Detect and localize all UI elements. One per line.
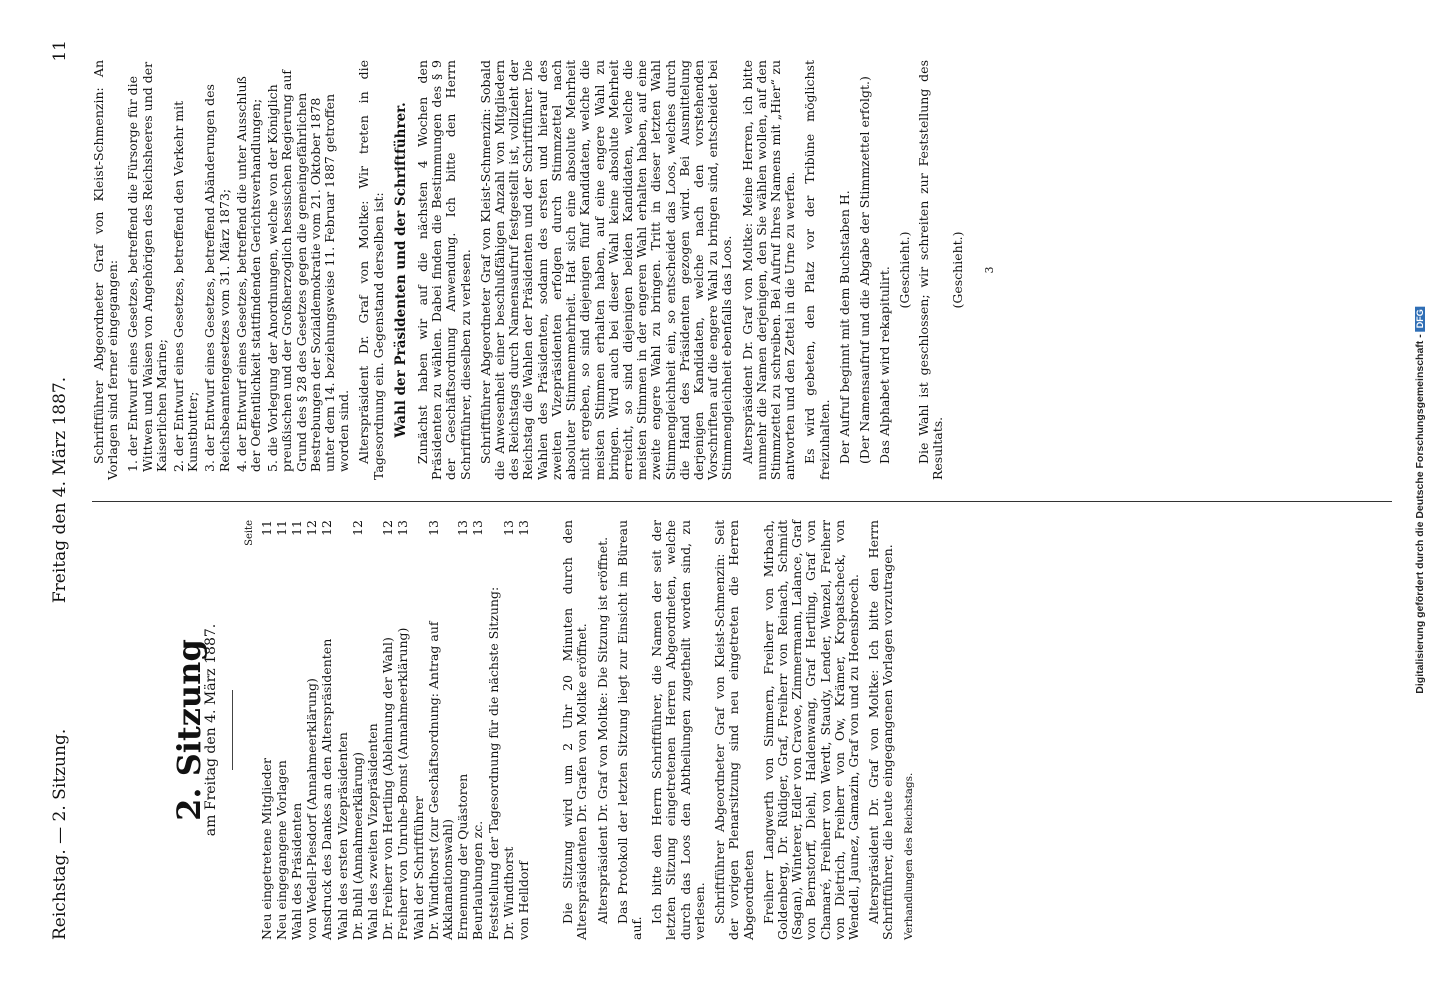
toc-entry — [456, 520, 470, 940]
page-number: 11 — [50, 40, 70, 62]
toc-entry-text: Wahl des zweiten Vizepräsidenten — [365, 723, 381, 940]
toc-entry-page: 12 — [319, 520, 335, 536]
note-done-1: (Geschieht.) — [897, 231, 913, 309]
right-column — [92, 60, 1001, 480]
running-header — [50, 40, 74, 940]
toc-entry-page: 13 — [516, 520, 532, 536]
note-done-2: (Geschieht.) — [949, 231, 965, 309]
toc-entry-text: Ernennung der Quästoren — [455, 773, 471, 940]
toc-entry — [366, 520, 380, 940]
toc-entry-page: 13 — [470, 520, 486, 536]
toc-entry-text: Freiherr von Unruhe-Bomst (Annahmeerklärung) — [395, 627, 411, 940]
left-paragraph: Alterspräsident Dr. Graf von Moltke: Die Sitzung ist eröffnet. — [594, 536, 610, 924]
left-paragraph: Die Sitzung wird um 2 Uhr 20 Minuten durch den Alterspräsidenten Dr. Grafen von Moltke eröffnet. — [560, 520, 590, 940]
toc-entry-text: Dr. Windthorst (zur Geschäftsordnung: Antrag auf Akklamationswahl) — [425, 621, 456, 940]
toc-entry — [305, 520, 319, 940]
left-paragraph: Freiherr Langwerth von Simmern, Freiherr von Mirbach, Goldenberg, Dr. Rüdiger, Graf, Freiherr von Reinach, Schmidt (Sagan), Winterer, Edler von Cravoe, Zimmermann, Lalance, Graf von Bernstorff, Diehl, Haldenwang, Graf Hertling, Graf von Chamaré, Freiherr von Werdt, Staudy, Lender, Wenzel, Freiherr von Dietrich, Freiherr von Ow, Krämer, Kropatscheck, von Wendell, Jaunez, Gamazin, Graf von und zu Hoensbroech. — [760, 520, 861, 940]
paragraph-recap: Das Alphabet wird rekapitulirt. — [877, 266, 893, 464]
left-paragraph: Ich bitte den Herrn Schriftführer, die Namen der seit der letzten Sitzung eingetretenen Herren Abgeordneten, welche durch das Loos den Abtheilungen zugetheilt worden sind, zu verlesen. — [649, 520, 707, 940]
dfg-notice — [1414, 306, 1426, 693]
dfg-sidebar — [1408, 0, 1432, 1000]
toc-entry-page — [366, 520, 380, 546]
left-column — [92, 520, 922, 940]
toc-entry-page: 12 — [380, 520, 396, 536]
toc-entry — [351, 520, 365, 940]
paragraph-roll-call: (Der Namensaufruf und die Abgabe der Stimmzettel erfolgt.) — [856, 76, 872, 464]
toc-entry — [487, 520, 501, 940]
left-paragraph: Alterspräsident Dr. Graf von Moltke: Ich bitte den Herrn Schriftführer, die heute eingegangenen Vorlagen vorzutragen. — [866, 520, 896, 940]
paragraph-tribune: Es wird gebeten, den Platz vor der Tribüne möglichst freizuhalten. — [802, 60, 832, 480]
toc-entry — [517, 520, 531, 940]
bill-item: 1. der Entwurf eines Gesetzes, betreffend die Fürsorge für die Wittwen und Waisen von Angehörigen des Reichsheeres und der Kaiserlichen Marine; — [125, 61, 169, 472]
toc-entry — [502, 520, 516, 940]
column-divider — [92, 501, 1392, 502]
toc-entry-text: Neu eingegangene Vorlagen — [273, 760, 289, 940]
paragraph-rules: Schriftführer Abgeordneter Graf von Kleist-Schmenzin: Sobald die Anwesenheit einer beschlußfähigen Anzahl von Mitgliedern des Reichstags durch Namensaufruf festgestellt ist, vollzieht der Reichstag die Wahlen der Präsidenten und der Schriftführer. Die Wahlen des Präsidenten, sodann des ersten und hierauf des zweiten Vizepräsidenten erfolgen durch Stimmzettel nach absoluter Stimmenmehrheit. Hat sich eine absolute Mehrheit nicht ergeben, so sind diejenigen fünf Kandidaten, welche die meisten Stimmen erhalten haben, auf eine engere Wahl zu bringen. Wird auch bei dieser Wahl keine absolute Mehrheit erreicht, so sind diejenigen beiden Kandidaten, welche die meisten Stimmen in der engeren Wahl erhalten haben, auf eine zweite engere Wahl zu bringen. Tritt in dieser letzten Wahl Stimmengleichheit ein, so entscheidet das Loos, welches durch die Hand des Präsidenten gezogen wird. Bei Ausmittelung derjenigen Kandidaten, welche nach den vorstehenden Vorschriften auf die engere Wahl zu bringen sind, entscheidet bei Stimmengleichheit ebenfalls das Loos. — [477, 60, 735, 480]
toc-entry-text: Dr. Windthorst — [500, 846, 516, 940]
toc-entry — [275, 520, 289, 940]
toc-entry-text: Dr. Freiherr von Hertling (Ablehnung der Wahl) — [380, 637, 396, 940]
bill-item: 4. der Entwurf eines Gesetzes, betreffend die unter Ausschluß der Oeffentlichkeit stattfindenden Gerichtsverhandlungen; — [233, 76, 264, 472]
toc-entry-page: 13 — [395, 520, 411, 536]
toc-entry-page: 11 — [289, 520, 305, 536]
paragraph-call-start: Der Aufruf beginnt mit dem Buchstaben H. — [836, 190, 852, 464]
intro-paragraph: Schriftführer Abgeordneter Graf von Kleist-Schmenzin: An Vorlagen sind ferner eingegangen: — [91, 60, 121, 480]
bill-list — [126, 60, 351, 480]
left-paragraph: Das Protokoll der letzten Sitzung liegt zur Einsicht im Büreau auf. — [614, 520, 645, 940]
toc-entry — [320, 520, 334, 940]
paragraph-instructions: Alterspräsident Dr. Graf von Moltke: Meine Herren, ich bitte nunmehr die Namen derjenigen, den Sie wählen wollen, auf den Stimmzettel zu schreiben. Bei Aufruf Ihres Namens mit „Hier“ zu antworten und den Zettel in die Urne zu werfen. — [739, 60, 798, 480]
toc-entry-text: Dr. Buhl (Annahmeerklärung) — [349, 752, 365, 940]
session-date: am Freitag den 4. März 1887. — [203, 623, 220, 837]
toc-entry-page — [487, 520, 501, 546]
left-paragraph: Schriftführer Abgeordneter Graf von Kleist-Schmenzin: Seit der vorigen Plenarsitzung sind neu eingetreten die Herren Abgeordneten — [712, 520, 756, 940]
toc-entry-text: von Helldorf — [516, 860, 532, 940]
bill-item: 5. die Vorlegung der Anordnungen, welche von der Königlich preußischen und der Großherzoglich hessischen Regierung auf Grund des § 28 des Gesetzes gegen die gemeingefährlichen Bestrebungen der Sozialdemokratie vom 21. Oktober 1878 unter dem 14. beziehungsweise 11. Februar 1887 getroffen worden sind. — [265, 69, 352, 472]
toc-entry-text: Wahl des ersten Vizepräsidenten — [334, 732, 350, 940]
toc-entry-text: Wahl der Schriftführer — [410, 796, 426, 940]
bill-item: 3. der Entwurf eines Gesetzes, betreffend Abänderungen des Reichsbeamtengesetzes vom 31. März 1873; — [202, 84, 232, 472]
paragraph-closed: Die Wahl ist geschlossen; wir schreiten zur Feststellung des Resultats. — [915, 60, 945, 480]
session-title: 2. Sitzung — [170, 639, 208, 821]
toc-entry-page: 11 — [273, 520, 289, 536]
dfg-notice-text: Digitalisierung gefördert durch die Deutsche Forschungsgemeinschaft - — [1414, 334, 1426, 694]
table-of-contents — [243, 520, 531, 940]
toc-entry-text: Feststellung der Tagesordnung für die nächste Sitzung: — [485, 586, 501, 940]
toc-entry-page: 13 — [500, 520, 516, 536]
toc-entry — [290, 520, 304, 940]
toc-header: Seite — [244, 520, 256, 546]
toc-entry-text: Beurlaubungen zc. — [470, 820, 486, 940]
toc-entry — [336, 520, 350, 940]
toc-entry-page — [336, 520, 350, 546]
toc-entry-page: 12 — [349, 520, 365, 536]
toc-entry-page: 11 — [258, 520, 274, 536]
toc-entry — [471, 520, 485, 940]
toc-entry-page — [412, 520, 426, 546]
header-center: Freitag den 4. März 1887. — [50, 376, 70, 604]
toc-entry — [381, 520, 395, 940]
toc-entry — [396, 520, 410, 940]
toc-entry-text: Ansdruck des Dankes an den Alterspräsidenten — [319, 638, 335, 940]
dfg-logo: DFG — [1415, 306, 1425, 331]
title-rule — [232, 690, 233, 770]
toc-entry — [412, 520, 426, 940]
left-paragraphs — [561, 520, 895, 940]
toc-entry — [260, 520, 274, 940]
section-heading: Wahl der Präsidenten und der Schriftführer. — [392, 102, 409, 438]
toc-entry-text: von Wedell-Piesdorf (Annahmeerklärung) — [304, 678, 320, 940]
toc-entry-page: 13 — [455, 520, 471, 536]
toc-entry-text: Wahl des Präsidenten — [289, 802, 305, 940]
header-left: Reichstag. — 2. Sitzung. — [50, 728, 70, 940]
toc-entry-page: 12 — [304, 520, 320, 536]
signature-mark: 3 — [983, 266, 997, 274]
bill-item: 2. der Entwurf eines Gesetzes, betreffend den Verkehr mit Kunstbutter; — [171, 100, 201, 472]
toc-entry-page: 13 — [425, 520, 441, 536]
toc-entry — [427, 520, 455, 940]
paragraph-election: Zunächst haben wir auf die nächsten 4 Wochen den Präsidenten zu wählen. Dabei finden die Bestimmungen des § 9 der Geschäftsordnung Anwendung. Ich bitte den Herrn Schriftführer, dieselben zu verlesen. — [415, 60, 473, 480]
paragraph-agenda: Alterspräsident Dr. Graf von Moltke: Wir treten in die Tagesordnung ein. Gegenstand derselben ist: — [356, 60, 386, 480]
left-footer: Verhandlungen des Reichstags. — [902, 772, 915, 940]
toc-entry-text: Neu eingetretene Mitglieder — [258, 757, 274, 940]
